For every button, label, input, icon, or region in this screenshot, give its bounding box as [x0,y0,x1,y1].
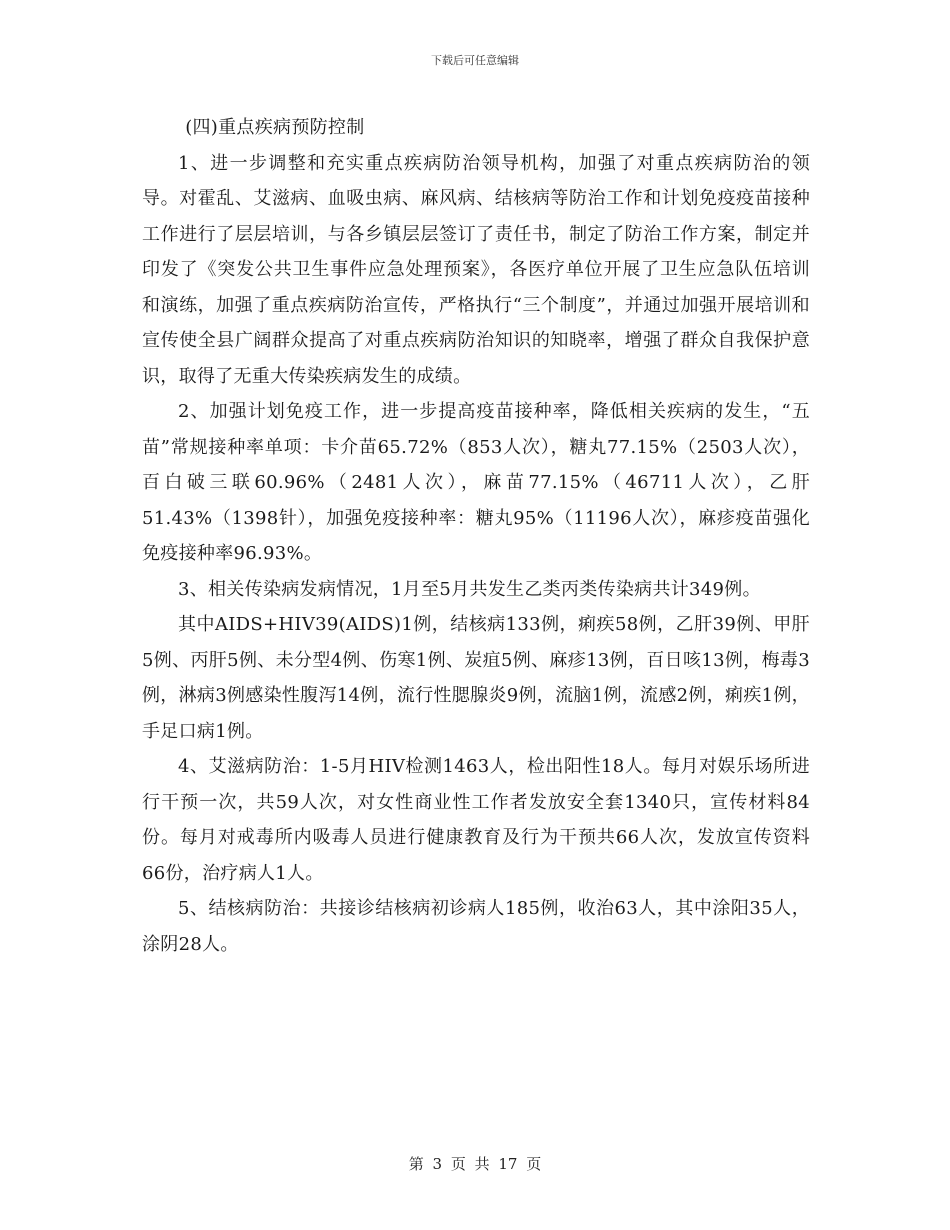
document-body [142,110,810,962]
section-heading: (四)重点疾病预防控制 [185,117,365,138]
page-header: 下载后可任意编辑 [431,54,519,67]
paragraph-3-detail: 其中AIDS+HIV39(AIDS)1例，结核病133例，痢疾58例，乙肝39例、甲肝5例、丙肝5例、未分型4例、伤寒1例、炭疽5例、麻疹13例，百日咳13例，梅毒3例，淋病3例感染性腹泻14例，流行性腮腺炎9例，流脑1例，流感2例，痢疾1例，手足口病1例。 [142,614,810,742]
paragraph-3: 3、相关传染病发病情况，1月至5月共发生乙类丙类传染病共计349例。 [178,578,761,600]
page-number: 第 3 页 共 17 页 [408,1155,542,1173]
paragraph-2: 2、加强计划免疫工作，进一步提高疫苗接种率，降低相关疾病的发生，“五苗”常规接种率单项：卡介苗65.72%（853人次），糖丸77.15%（2503人次），百白破三联60.96%（2481人次），麻苗77.15%（46711人次），乙肝51.43%（1398针），加强免疫接种率：糖丸95%（11196人次），麻疹疫苗强化免疫接种率96.93%。 [142,401,810,564]
paragraph-1: 1、进一步调整和充实重点疾病防治领导机构，加强了对重点疾病防治的领导。对霍乱、艾滋病、血吸虫病、麻风病、结核病等防治工作和计划免疫疫苗接种工作进行了层层培训，与各乡镇层层签订了责任书，制定了防治工作方案，制定并印发了《突发公共卫生事件应急处理预案》，各医疗单位开展了卫生应急队伍培训和演练，加强了重点疾病防治宣传，严格执行“三个制度”，并通过加强开展培训和宣传使全县广阔群众提高了对重点疾病防治知识的知晓率，增强了群众自我保护意识，取得了无重大传染疾病发生的成绩。 [142,152,810,387]
paragraph-4: 4、艾滋病防治：1-5月HIV检测1463人，检出阳性18人。每月对娱乐场所进行干预一次，共59人次，对女性商业性工作者发放安全套1340只，宣传材料84份。每月对戒毒所内吸毒人员进行健康教育及行为干预共66人次，发放宣传资料66份，治疗病人1人。 [142,756,810,884]
paragraph-5: 5、结核病防治：共接诊结核病初诊病人185例，收治63人，其中涂阳35人，涂阴28人。 [142,898,810,955]
